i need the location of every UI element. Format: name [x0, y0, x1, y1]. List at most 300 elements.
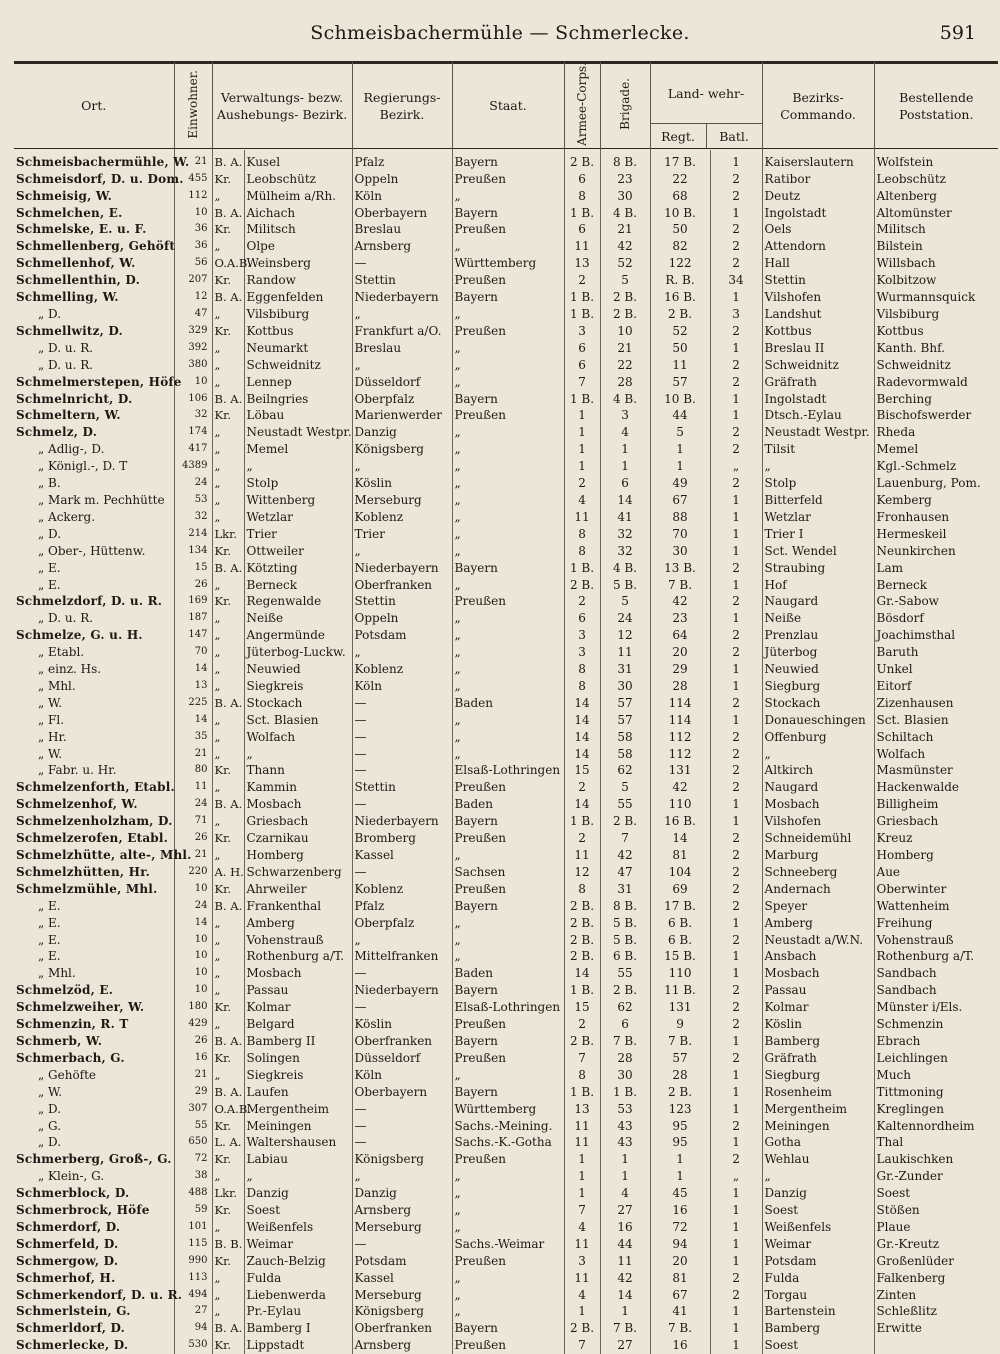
cell-bataillon: 2 — [710, 746, 762, 763]
cell-ort: „ D. u. R. — [14, 610, 174, 627]
cell-einwohner: 13 — [174, 678, 212, 695]
cell-poststation: Hermeskeil — [876, 526, 947, 541]
cell-armeecorps: 11 — [564, 509, 600, 526]
cell-kommando: Kolmar — [762, 999, 874, 1016]
cell-bezirk: Wetzlar — [244, 509, 352, 526]
cell-regierung: Oberfranken — [352, 1320, 452, 1337]
table-row — [14, 898, 998, 915]
cell-einwohner: 147 — [174, 627, 212, 644]
cell-staat: „ — [452, 1168, 564, 1185]
cell-staat: Sachs.-Meining. — [452, 1118, 564, 1135]
cell-ort: „ D. u. R. — [14, 340, 174, 357]
table-row — [14, 762, 998, 779]
cell-einwohner: 14 — [174, 661, 212, 678]
cell-regiment: 11 B. — [650, 982, 710, 999]
cell-staat: Baden — [452, 695, 564, 712]
cell-armeecorps: 1 B. — [564, 560, 600, 577]
cell-behoerde: „ — [212, 932, 244, 949]
cell-armeecorps: 6 — [564, 171, 600, 188]
cell-regierung: Köln — [352, 678, 452, 695]
cell-regiment: 1 — [650, 458, 710, 475]
cell-ort: „ D. — [14, 306, 174, 323]
cell-behoerde: „ — [212, 982, 244, 999]
cell-regierung: Niederbayern — [352, 813, 452, 830]
cell-kommando: Fulda — [762, 1270, 874, 1287]
cell-regiment: 10 B. — [650, 391, 710, 408]
cell-armeecorps: 15 — [564, 762, 600, 779]
cell-kommando: Neustadt Westpr. — [762, 424, 874, 441]
cell-armeecorps: 1 — [564, 1151, 600, 1168]
cell-behoerde: „ — [212, 729, 244, 746]
cell-armeecorps: 1 — [564, 1185, 600, 1202]
cell-behoerde: Kr. — [212, 830, 244, 847]
cell-ort: Schmelzerofen, Etabl. — [14, 830, 174, 847]
cell-bataillon: 1 — [710, 289, 762, 306]
cell-bezirk: Laufen — [244, 1084, 352, 1101]
cell-bezirk: Wittenberg — [244, 492, 352, 509]
cell-einwohner: 21 — [174, 746, 212, 763]
cell-armeecorps: 13 — [564, 1101, 600, 1118]
cell-bezirk: Mülheim a/Rh. — [244, 188, 352, 205]
cell-bataillon: 1 — [710, 965, 762, 982]
cell-einwohner: 10 — [174, 881, 212, 898]
cell-poststation: Thal — [876, 1135, 904, 1150]
cell-brigade: 21 — [600, 221, 650, 238]
cell-staat: „ — [452, 644, 564, 661]
cell-behoerde: „ — [212, 779, 244, 796]
cell-poststation: Gr.-Zunder — [876, 1169, 943, 1184]
cell-staat: „ — [452, 1270, 564, 1287]
cell-brigade: 53 — [600, 1101, 650, 1118]
cell-armeecorps: 1 — [564, 407, 600, 424]
cell-einwohner: 24 — [174, 898, 212, 915]
cell-einwohner: 10 — [174, 948, 212, 965]
cell-bataillon: 1 — [710, 1337, 762, 1354]
cell-einwohner: 70 — [174, 644, 212, 661]
cell-brigade: 32 — [600, 543, 650, 560]
cell-behoerde: „ — [212, 492, 244, 509]
cell-regierung: Arnsberg — [352, 1337, 452, 1354]
cell-ort: Schmerlstein, G. — [14, 1303, 174, 1320]
cell-brigade: 22 — [600, 357, 650, 374]
cell-poststation: Altomünster — [876, 205, 952, 220]
cell-poststation: Sandbach — [876, 983, 937, 998]
cell-bataillon: 1 — [710, 205, 762, 222]
cell-behoerde: „ — [212, 847, 244, 864]
cell-regierung: — — [352, 695, 452, 712]
cell-kommando: Speyer — [762, 898, 874, 915]
cell-kommando: Stockach — [762, 695, 874, 712]
cell-poststation: Ebrach — [876, 1033, 921, 1048]
cell-einwohner: 32 — [174, 407, 212, 424]
cell-brigade: 12 — [600, 627, 650, 644]
cell-bezirk: Passau — [244, 982, 352, 999]
cell-bataillon: 1 — [710, 407, 762, 424]
cell-poststation: Sandbach — [876, 966, 937, 981]
cell-brigade: 23 — [600, 171, 650, 188]
cell-armeecorps: 2 B. — [564, 915, 600, 932]
cell-behoerde: Lkr. — [212, 526, 244, 543]
cell-staat: „ — [452, 1202, 564, 1219]
cell-kommando: Ansbach — [762, 948, 874, 965]
cell-kommando: Wehlau — [762, 1151, 874, 1168]
cell-behoerde: B. A. — [212, 150, 244, 171]
cell-einwohner: 134 — [174, 543, 212, 560]
cell-behoerde: A. H. — [212, 864, 244, 881]
cell-ort: „ G. — [14, 1118, 174, 1135]
cell-bataillon: 1 — [710, 948, 762, 965]
cell-poststation: Gr.-Sabow — [876, 594, 939, 609]
table-row — [14, 577, 998, 594]
cell-armeecorps: 13 — [564, 255, 600, 272]
table-row — [14, 948, 998, 965]
cell-einwohner: 24 — [174, 475, 212, 492]
cell-poststation: Rheda — [876, 425, 916, 440]
cell-regiment: 41 — [650, 1303, 710, 1320]
cell-regiment: 11 — [650, 357, 710, 374]
cell-bezirk: Mosbach — [244, 965, 352, 982]
cell-kommando: Jüterbog — [762, 644, 874, 661]
cell-bataillon: 2 — [710, 560, 762, 577]
cell-staat: „ — [452, 424, 564, 441]
cell-poststation: Vohenstrauß — [876, 932, 954, 947]
cell-bezirk: Meiningen — [244, 1118, 352, 1135]
cell-armeecorps: 2 B. — [564, 898, 600, 915]
cell-brigade: 42 — [600, 238, 650, 255]
cell-poststation: Kemberg — [876, 492, 932, 507]
table-row — [14, 593, 998, 610]
cell-bataillon: 2 — [710, 1270, 762, 1287]
cell-poststation: Plaue — [876, 1219, 911, 1234]
cell-kommando: Bartenstein — [762, 1303, 874, 1320]
cell-bataillon: „ — [710, 458, 762, 475]
cell-regiment: 20 — [650, 644, 710, 661]
cell-bataillon: 2 — [710, 1287, 762, 1304]
cell-einwohner: 29 — [174, 1084, 212, 1101]
cell-bataillon: 2 — [710, 238, 762, 255]
cell-bataillon: 2 — [710, 424, 762, 441]
cell-einwohner: 35 — [174, 729, 212, 746]
cell-poststation: Bischofswerder — [876, 408, 972, 423]
table-row — [14, 1151, 998, 1168]
cell-regierung: Niederbayern — [352, 289, 452, 306]
cell-armeecorps: 3 — [564, 627, 600, 644]
cell-regierung: Niederbayern — [352, 982, 452, 999]
cell-staat: Bayern — [452, 1033, 564, 1050]
cell-poststation: Wolfstein — [876, 154, 934, 169]
cell-staat: Bayern — [452, 1084, 564, 1101]
cell-brigade: 31 — [600, 881, 650, 898]
table-row — [14, 1118, 998, 1135]
table-row — [14, 999, 998, 1016]
cell-behoerde: Kr. — [212, 881, 244, 898]
cell-poststation: Schweidnitz — [876, 357, 951, 372]
cell-kommando: Hall — [762, 255, 874, 272]
cell-regiment: 70 — [650, 526, 710, 543]
cell-ort: Schmerblock, D. — [14, 1185, 174, 1202]
cell-regierung: — — [352, 1118, 452, 1135]
cell-bataillon: 1 — [710, 1303, 762, 1320]
cell-staat: Preußen — [452, 1050, 564, 1067]
cell-brigade: 43 — [600, 1134, 650, 1151]
cell-regiment: 131 — [650, 762, 710, 779]
cell-armeecorps: 7 — [564, 374, 600, 391]
cell-einwohner: 115 — [174, 1236, 212, 1253]
cell-einwohner: 15 — [174, 560, 212, 577]
page-number: 591 — [939, 22, 976, 44]
cell-brigade: 1 — [600, 1303, 650, 1320]
cell-brigade: 30 — [600, 678, 650, 695]
cell-regierung: „ — [352, 306, 452, 323]
cell-behoerde: „ — [212, 509, 244, 526]
cell-regierung: Merseburg — [352, 1219, 452, 1236]
cell-bezirk: Thann — [244, 762, 352, 779]
cell-ort: Schmelz, D. — [14, 424, 174, 441]
table-row — [14, 1084, 998, 1101]
cell-bataillon: 1 — [710, 150, 762, 171]
table-row — [14, 171, 998, 188]
cell-poststation: Sct. Blasien — [876, 712, 949, 727]
cell-bezirk: Zauch-Belzig — [244, 1253, 352, 1270]
table-row — [14, 982, 998, 999]
cell-einwohner: 53 — [174, 492, 212, 509]
cell-behoerde: „ — [212, 1270, 244, 1287]
cell-ort: „ einz. Hs. — [14, 661, 174, 678]
cell-poststation: Eitorf — [876, 678, 912, 693]
cell-armeecorps: 2 B. — [564, 948, 600, 965]
cell-armeecorps: 8 — [564, 526, 600, 543]
cell-regierung: — — [352, 1101, 452, 1118]
table-row — [14, 796, 998, 813]
cell-staat: Preußen — [452, 407, 564, 424]
cell-poststation: Kottbus — [876, 323, 924, 338]
cell-armeecorps: 11 — [564, 1118, 600, 1135]
cell-bezirk: Leobschütz — [244, 171, 352, 188]
cell-armeecorps: 8 — [564, 881, 600, 898]
cell-armeecorps: 2 — [564, 779, 600, 796]
cell-regiment: 28 — [650, 1067, 710, 1084]
cell-poststation: Altenberg — [876, 188, 937, 203]
cell-poststation: Rothenburg a/T. — [876, 949, 975, 964]
cell-ort: Schmerb, W. — [14, 1033, 174, 1050]
cell-regiment: 2 B. — [650, 306, 710, 323]
cell-behoerde: „ — [212, 577, 244, 594]
cell-behoerde: B. A. — [212, 1320, 244, 1337]
cell-behoerde: „ — [212, 458, 244, 475]
cell-kommando: Landshut — [762, 306, 874, 323]
cell-bataillon: 2 — [710, 999, 762, 1016]
cell-poststation: Gr.-Kreutz — [876, 1236, 940, 1251]
table-row — [14, 1270, 998, 1287]
cell-bataillon: 2 — [710, 255, 762, 272]
cell-armeecorps: 4 — [564, 1287, 600, 1304]
cell-bataillon: 1 — [710, 1084, 762, 1101]
cell-regiment: 9 — [650, 1016, 710, 1033]
cell-regiment: 17 B. — [650, 150, 710, 171]
cell-regiment: 1 — [650, 1151, 710, 1168]
cell-brigade: 2 B. — [600, 982, 650, 999]
table-row — [14, 1134, 998, 1151]
cell-kommando: Köslin — [762, 1016, 874, 1033]
cell-armeecorps: 7 — [564, 1337, 600, 1354]
cell-regiment: 7 B. — [650, 1320, 710, 1337]
cell-poststation: Schleßlitz — [876, 1304, 937, 1319]
cell-ort: Schmerdorf, D. — [14, 1219, 174, 1236]
table-row — [14, 509, 998, 526]
cell-regiment: 7 B. — [650, 1033, 710, 1050]
cell-staat: Bayern — [452, 1320, 564, 1337]
cell-regierung: „ — [352, 458, 452, 475]
cell-ort: Schmelnricht, D. — [14, 391, 174, 408]
cell-regiment: 69 — [650, 881, 710, 898]
cell-bezirk: Labiau — [244, 1151, 352, 1168]
cell-brigade: 5 — [600, 779, 650, 796]
cell-behoerde: „ — [212, 1016, 244, 1033]
table-row — [14, 1337, 998, 1354]
cell-einwohner: 36 — [174, 238, 212, 255]
cell-regiment: 67 — [650, 492, 710, 509]
cell-bataillon: 1 — [710, 661, 762, 678]
cell-kommando: Dtsch.-Eylau — [762, 407, 874, 424]
cell-behoerde: „ — [212, 746, 244, 763]
cell-regierung: Düsseldorf — [352, 374, 452, 391]
cell-staat: Preußen — [452, 221, 564, 238]
cell-bezirk: Neumarkt — [244, 340, 352, 357]
cell-bezirk: Amberg — [244, 915, 352, 932]
cell-staat: „ — [452, 577, 564, 594]
cell-kommando: Neustadt a/W.N. — [762, 932, 874, 949]
cell-regiment: 104 — [650, 864, 710, 881]
cell-poststation: Homberg — [876, 848, 934, 862]
cell-bezirk: Regenwalde — [244, 593, 352, 610]
cell-ort: „ Mhl. — [14, 678, 174, 695]
cell-regierung: Koblenz — [352, 881, 452, 898]
cell-brigade: 32 — [600, 526, 650, 543]
cell-brigade: 8 B. — [600, 898, 650, 915]
cell-armeecorps: 1 B. — [564, 391, 600, 408]
cell-behoerde: „ — [212, 306, 244, 323]
cell-staat: „ — [452, 729, 564, 746]
cell-behoerde: B. A. — [212, 205, 244, 222]
cell-poststation: Much — [876, 1067, 911, 1082]
cell-staat: Sachsen — [452, 864, 564, 881]
cell-poststation: Zinten — [876, 1287, 917, 1302]
cell-poststation: Aue — [876, 864, 901, 879]
cell-bezirk: Bamberg I — [244, 1320, 352, 1337]
cell-ort: „ Ackerg. — [14, 509, 174, 526]
cell-poststation: Erwitte — [876, 1321, 922, 1336]
cell-regierung: — — [352, 1134, 452, 1151]
cell-regierung: Köslin — [352, 1016, 452, 1033]
cell-behoerde: Kr. — [212, 543, 244, 560]
cell-einwohner: 113 — [174, 1270, 212, 1287]
cell-brigade: 7 — [600, 830, 650, 847]
cell-einwohner: 21 — [174, 150, 212, 171]
cell-behoerde: Kr. — [212, 171, 244, 188]
cell-staat: Preußen — [452, 1151, 564, 1168]
table-row — [14, 864, 998, 881]
table-row — [14, 847, 998, 864]
cell-staat: Preußen — [452, 1016, 564, 1033]
cell-ort: Schmelzenforth, Etabl. — [16, 780, 175, 795]
cell-bataillon: 1 — [710, 391, 762, 408]
cell-poststation: Radevormwald — [876, 374, 968, 389]
cell-bataillon: 2 — [710, 779, 762, 796]
cell-ort: „ Adlig-, D. — [14, 441, 174, 458]
cell-bezirk: Angermünde — [244, 627, 352, 644]
cell-armeecorps: 15 — [564, 999, 600, 1016]
cell-regiment: 1 — [650, 441, 710, 458]
cell-regiment: 57 — [650, 374, 710, 391]
cell-einwohner: 187 — [174, 610, 212, 627]
cell-staat: Sachs.-K.-Gotha — [452, 1134, 564, 1151]
cell-kommando: Bamberg — [762, 1320, 874, 1337]
cell-poststation: Leobschütz — [876, 171, 946, 186]
cell-bezirk: Frankenthal — [244, 898, 352, 915]
cell-kommando: Potsdam — [762, 1253, 874, 1270]
cell-kommando: Mosbach — [762, 965, 874, 982]
cell-kommando: Weimar — [762, 1236, 874, 1253]
cell-einwohner: 26 — [174, 1033, 212, 1050]
cell-ort: Schmelzhütte, alte-, Mhl. — [16, 848, 192, 862]
cell-bezirk: Weimar — [244, 1236, 352, 1253]
cell-staat: Bayern — [452, 560, 564, 577]
cell-poststation: Kanth. Bhf. — [876, 340, 945, 355]
cell-behoerde: „ — [212, 374, 244, 391]
cell-regiment: 44 — [650, 407, 710, 424]
table-row — [14, 1050, 998, 1067]
cell-staat: Elsaß-Lothringen — [452, 999, 564, 1016]
cell-kommando: Gräfrath — [762, 1050, 874, 1067]
cell-bataillon: 2 — [710, 695, 762, 712]
cell-staat: Preußen — [452, 779, 564, 796]
cell-regierung: Oppeln — [352, 171, 452, 188]
cell-brigade: 47 — [600, 864, 650, 881]
cell-einwohner: 11 — [174, 779, 212, 796]
cell-brigade: 2 B. — [600, 289, 650, 306]
cell-bezirk: Neiße — [244, 610, 352, 627]
cell-bezirk: Sct. Blasien — [244, 712, 352, 729]
table-row — [14, 458, 998, 475]
cell-bataillon: 2 — [710, 188, 762, 205]
cell-bataillon: 2 — [710, 982, 762, 999]
cell-armeecorps: 1 B. — [564, 289, 600, 306]
cell-poststation: Münster i/Els. — [876, 1000, 963, 1015]
cell-staat: „ — [452, 357, 564, 374]
table-row — [14, 543, 998, 560]
cell-kommando: Altkirch — [762, 762, 874, 779]
table-row — [14, 188, 998, 205]
cell-ort: „ Mhl. — [14, 965, 174, 982]
cell-bezirk: Wolfach — [244, 729, 352, 746]
col-header-landwehr — [650, 62, 762, 150]
cell-einwohner: 214 — [174, 526, 212, 543]
cell-ort: „ Etabl. — [14, 644, 174, 661]
cell-staat: Preußen — [452, 1337, 564, 1354]
cell-poststation: Lam — [876, 560, 904, 575]
cell-einwohner: 112 — [174, 188, 212, 205]
cell-behoerde: Lkr. — [212, 1185, 244, 1202]
cell-poststation: Tittmoning — [876, 1084, 944, 1099]
cell-staat: Württemberg — [452, 1101, 564, 1118]
cell-regiment: 114 — [650, 712, 710, 729]
cell-armeecorps: 2 — [564, 830, 600, 847]
col-header-armee — [564, 62, 600, 150]
cell-ort: Schmerbach, G. — [14, 1050, 174, 1067]
cell-bataillon: 1 — [710, 492, 762, 509]
cell-staat: Bayern — [452, 898, 564, 915]
cell-armeecorps: 14 — [564, 746, 600, 763]
